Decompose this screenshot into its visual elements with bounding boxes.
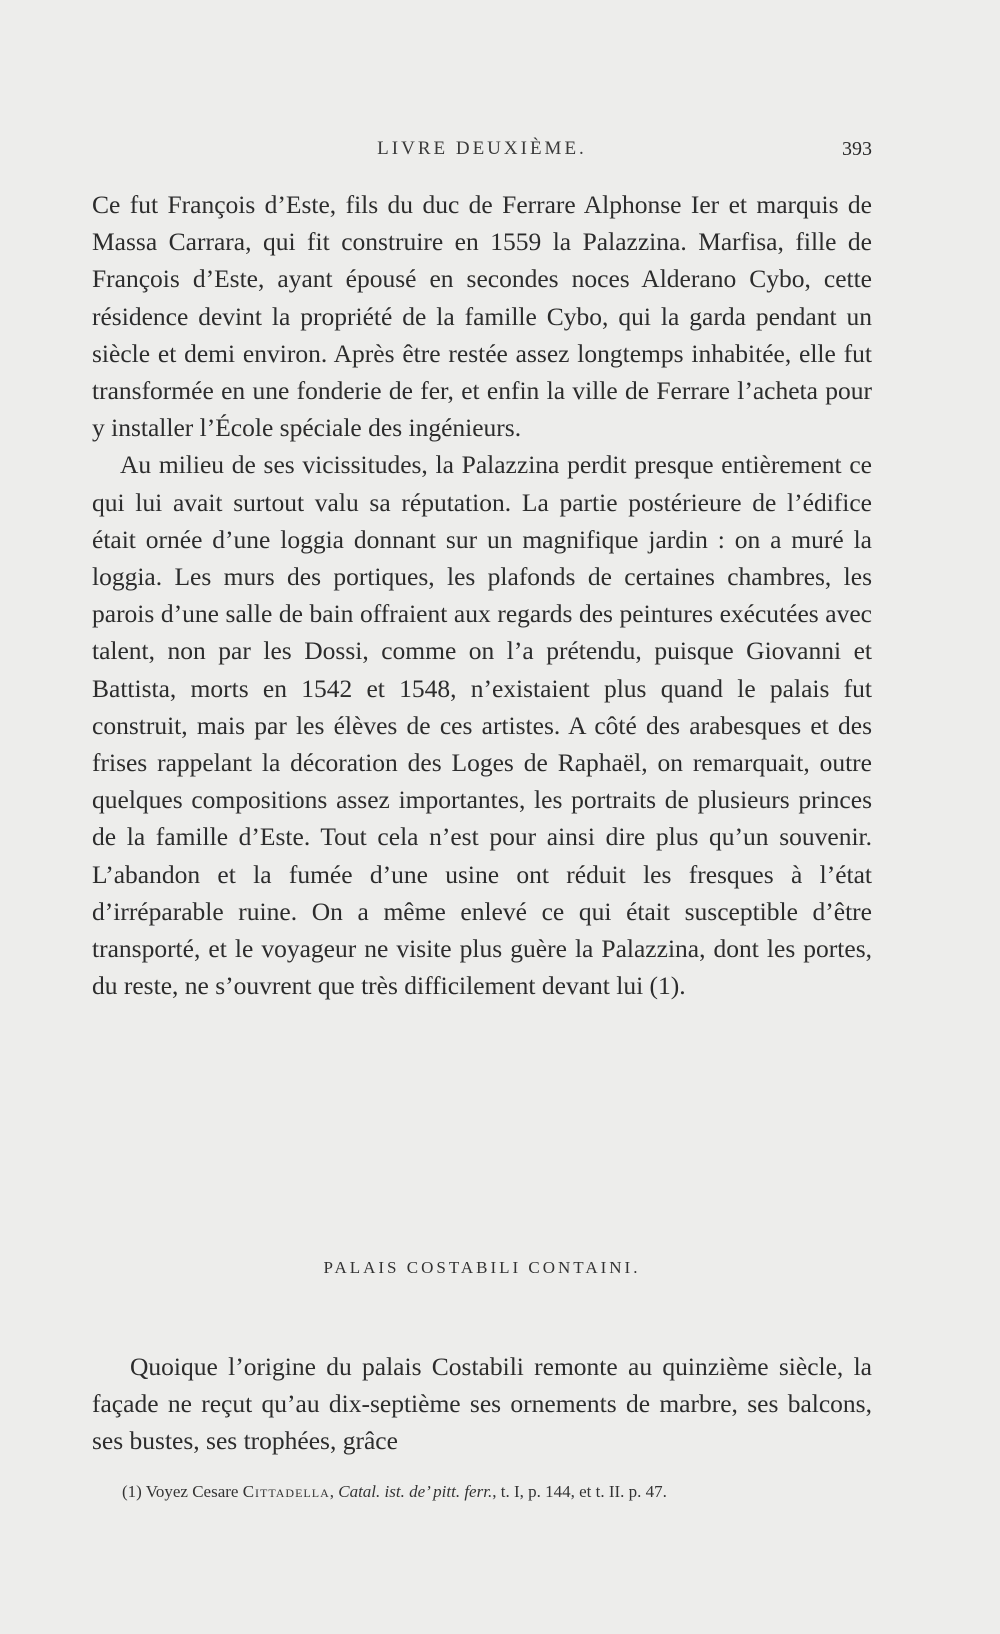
footnote-author: Cittadella xyxy=(242,1482,330,1501)
section-paragraph: Quoique l’origine du palais Costabili remonte au quinzième siècle, la façade ne reçut qu’au dix-septième ses ornements de marbre, ses balcons, ses bustes, ses trophées, grâce xyxy=(92,1352,872,1456)
running-title: LIVRE DEUXIÈME. xyxy=(377,138,587,159)
section-heading: PALAIS COSTABILI CONTAINI. xyxy=(323,1258,641,1277)
footnote-comma: , xyxy=(329,1482,334,1501)
footnote-mark: (1) xyxy=(122,1482,142,1501)
section-text xyxy=(92,1348,872,1460)
page-number: 393 xyxy=(842,138,872,160)
main-text xyxy=(92,186,872,1004)
paragraph-1: Ce fut François d’Este, fils du duc de Ferrare Alphonse Ier et marquis de Massa Carrara, qui fit construire en 1559 la Palazzina. Marfisa, fille de François d’Este, ayant épousé en secondes noces Alderano Cybo, cette résidence devint la propriété de la famille Cybo, qui la garda pendant un siècle et demi environ. Après être restée assez longtemps inhabitée, elle fut transformée en une fonderie de fer, et enfin la ville de Ferrare l’acheta pour y installer l’École spéciale des ingénieurs. xyxy=(92,190,872,443)
footnote-title: Catal. ist. de’ pitt. ferr. xyxy=(338,1482,493,1501)
footnote-text-before: Voyez Cesare xyxy=(145,1482,239,1501)
footnote-text-after: , t. I, p. 144, et t. II. p. 47. xyxy=(492,1482,667,1501)
paragraph-2: Au milieu de ses vicissitudes, la Palazzina perdit presque entièrement ce qui lui avait surtout valu sa réputation. La partie postérieure de l’édifice était ornée d’une loggia donnant sur un magnifique jardin : on a muré la loggia. Les murs des portiques, les plafonds de certaines chambres, les parois d’une salle de bain offraient aux regards des peintures exécutées avec talent, non par les Dossi, comme on l’a prétendu, puisque Giovanni et Battista, morts en 1542 et 1548, n’existaient plus quand le palais fut construit, mais par les élèves de ces artistes. A côté des arabesques et des frises rappelant la décoration des Loges de Raphaël, on remarquait, outre quelques compositions assez importantes, les portraits de plusieurs princes de la famille d’Este. Tout cela n’est pour ainsi dire plus qu’un souvenir. L’abandon et la fumée d’une usine ont réduit les fresques à l’état d’irréparable ruine. On a même enlevé ce qui était susceptible d’être transporté, et le voyageur ne visite plus guère la Palazzina, dont les portes, du reste, ne s’ouvrent que très difficilement devant lui (1). xyxy=(92,450,872,1001)
page-header xyxy=(92,138,872,168)
footnote xyxy=(92,1480,872,1504)
